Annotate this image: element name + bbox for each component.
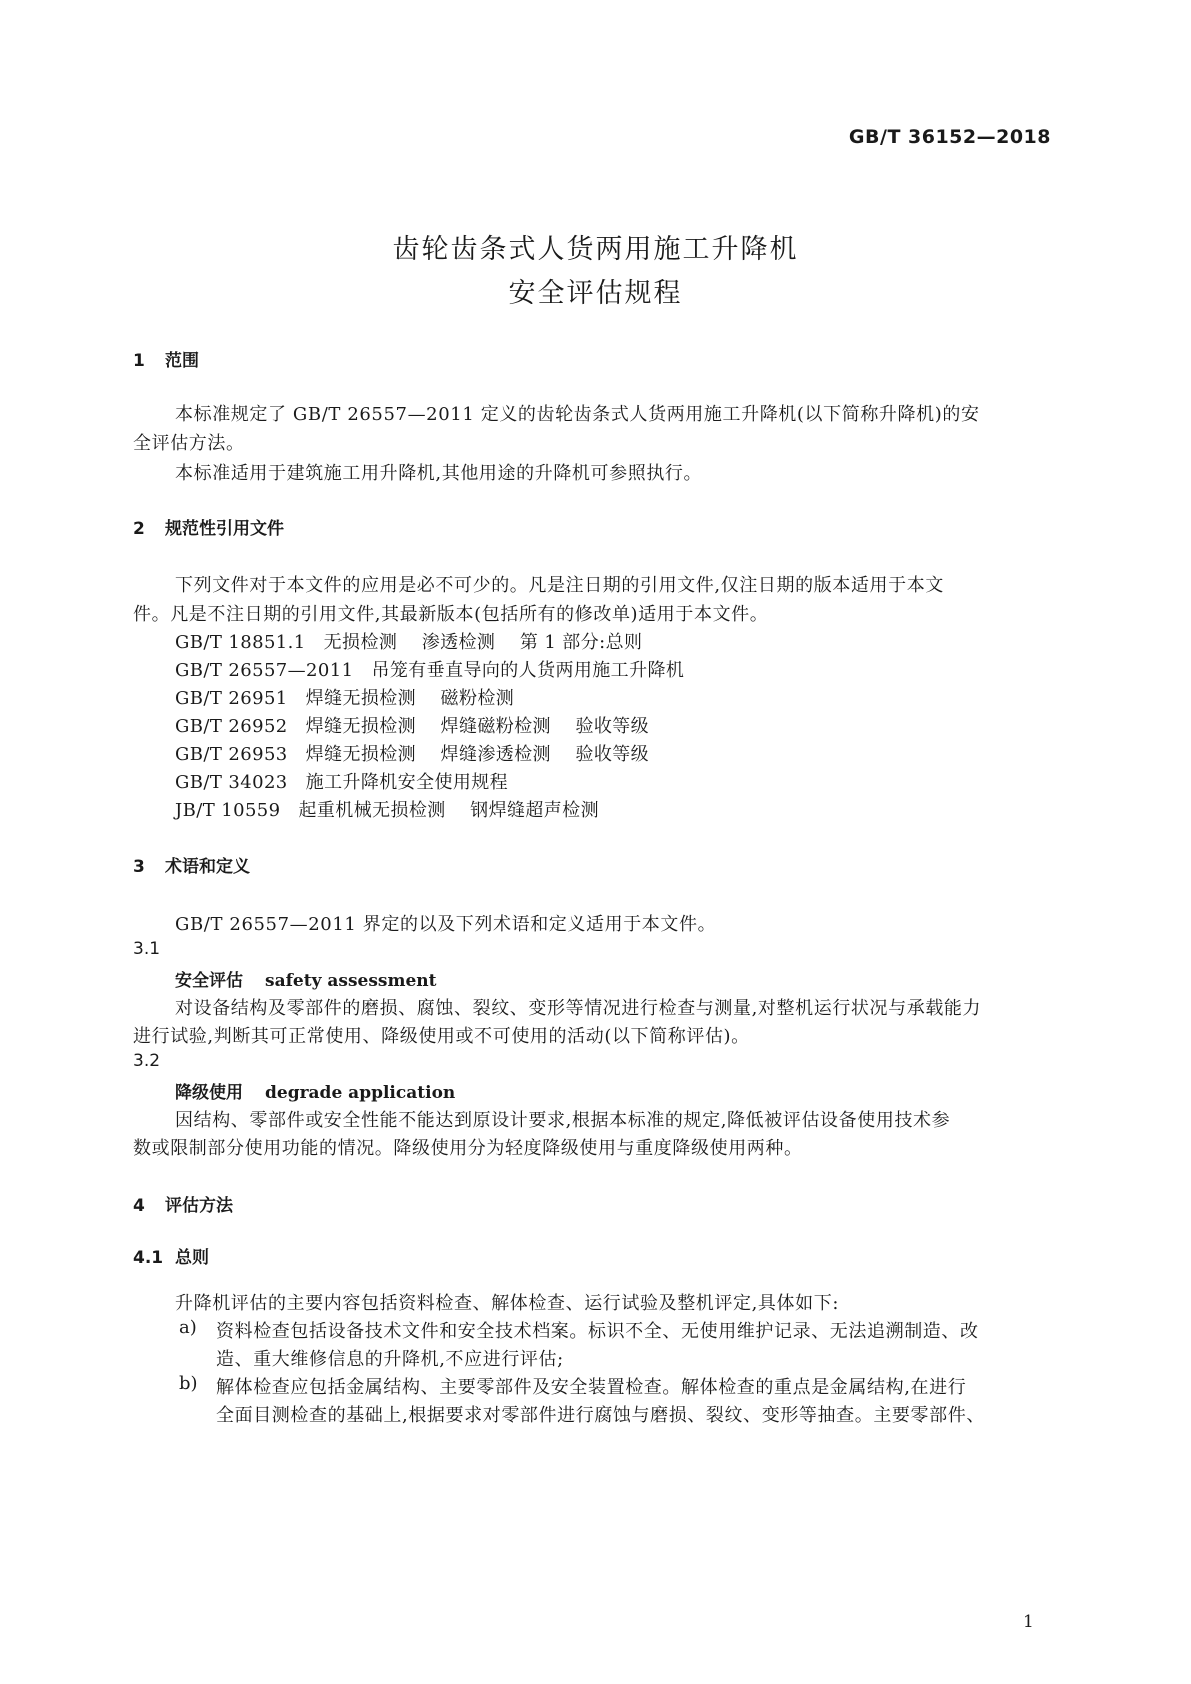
reference-item <box>175 656 684 682</box>
subsection-title: 总则 <box>175 1248 209 1268</box>
page-number: 1 <box>1023 1612 1034 1632</box>
section-number: 3 <box>133 857 145 877</box>
reference-item <box>175 684 514 710</box>
list-item-line-2: 造、重大维修信息的升降机,不应进行评估; <box>216 1349 564 1370</box>
term-number: 3.1 <box>133 939 161 959</box>
reference-code: GB/T 18851.1 <box>175 632 306 653</box>
reference-code: GB/T 34023 <box>175 772 288 793</box>
section-2-paragraph-line-2: 件。凡是不注日期的引用文件,其最新版本(包括所有的修改单)适用于本文件。 <box>133 604 769 625</box>
section-1-paragraph-1-line-1: 本标准规定了 GB/T 26557—2011 定义的齿轮齿条式人货两用施工升降机(以下简称升降机)的安 <box>175 404 980 425</box>
section-title: 评估方法 <box>165 1196 233 1216</box>
list-item-line-1: 解体检查应包括金属结构、主要零部件及安全装置检查。解体检查的重点是金属结构,在进行 <box>216 1377 967 1398</box>
section-title: 术语和定义 <box>165 857 250 877</box>
standard-code: GB/T 36152—2018 <box>848 126 1051 148</box>
reference-title: 吊笼有垂直导向的人货两用施工升降机 <box>371 660 685 681</box>
title-line-1: 齿轮齿条式人货两用施工升降机 <box>392 234 799 265</box>
subsection-4-1-heading <box>133 1243 209 1268</box>
term-name-en: degrade application <box>265 1083 456 1103</box>
term-name-en: safety assessment <box>265 971 437 991</box>
term-definition-line-2: 进行试验,判断其可正常使用、降级使用或不可使用的活动(以下简称评估)。 <box>133 1026 750 1047</box>
list-item-label: a) <box>179 1317 197 1338</box>
reference-title: 施工升降机安全使用规程 <box>305 772 509 793</box>
reference-item <box>175 712 649 738</box>
term-number: 3.2 <box>133 1051 161 1071</box>
reference-title: 焊缝无损检测 焊缝渗透检测 验收等级 <box>305 744 650 765</box>
section-2-paragraph-line-1: 下列文件对于本文件的应用是必不可少的。凡是注日期的引用文件,仅注日期的版本适用于本文 <box>175 575 944 596</box>
reference-code: GB/T 26952 <box>175 716 288 737</box>
reference-code: GB/T 26951 <box>175 688 288 709</box>
term-definition-line-2: 数或限制部分使用功能的情况。降级使用分为轻度降级使用与重度降级使用两种。 <box>133 1138 803 1159</box>
document-title <box>0 228 1191 316</box>
list-item-line-2: 全面目测检查的基础上,根据要求对零部件进行腐蚀与磨损、裂纹、变形等抽查。主要零部件、 <box>216 1405 985 1426</box>
reference-title: 起重机械无损检测 钢焊缝超声检测 <box>298 800 599 821</box>
section-1-paragraph-2: 本标准适用于建筑施工用升降机,其他用途的升降机可参照执行。 <box>175 463 703 484</box>
term-name-zh: 安全评估 <box>175 971 243 991</box>
term-definition-line-1: 对设备结构及零部件的磨损、腐蚀、裂纹、变形等情况进行检查与测量,对整机运行状况与承载能力 <box>175 998 982 1019</box>
term-definition-line-1: 因结构、零部件或安全性能不能达到原设计要求,根据本标准的规定,降低被评估设备使用技术参 <box>175 1110 951 1131</box>
reference-title: 焊缝无损检测 磁粉检测 <box>305 688 515 709</box>
list-item-line-1: 资料检查包括设备技术文件和安全技术档案。标识不全、无使用维护记录、无法追溯制造、改 <box>216 1321 979 1342</box>
section-3-intro: GB/T 26557—2011 界定的以及下列术语和定义适用于本文件。 <box>175 914 717 935</box>
reference-item <box>175 628 642 654</box>
title-line-2: 安全评估规程 <box>508 278 683 309</box>
section-number: 2 <box>133 519 145 539</box>
section-4-intro: 升降机评估的主要内容包括资料检查、解体检查、运行试验及整机评定,具体如下: <box>175 1293 839 1314</box>
reference-item <box>175 740 649 766</box>
term-name <box>175 966 437 991</box>
section-3-heading <box>133 852 250 877</box>
reference-item <box>175 768 508 794</box>
term-name-zh: 降级使用 <box>175 1083 243 1103</box>
term-name <box>175 1078 455 1103</box>
reference-code: JB/T 10559 <box>175 800 281 821</box>
subsection-number: 4.1 <box>133 1248 164 1268</box>
section-2-heading <box>133 514 284 539</box>
reference-title: 焊缝无损检测 焊缝磁粉检测 验收等级 <box>305 716 650 737</box>
section-4-heading <box>133 1191 233 1216</box>
reference-item <box>175 796 599 822</box>
section-number: 1 <box>133 351 145 371</box>
reference-title: 无损检测 渗透检测 第 1 部分:总则 <box>323 632 643 653</box>
section-1-heading <box>133 346 199 371</box>
section-title: 规范性引用文件 <box>165 519 284 539</box>
list-item-label: b) <box>179 1373 198 1394</box>
section-title: 范围 <box>165 351 199 371</box>
section-1-paragraph-1-line-2: 全评估方法。 <box>133 433 245 454</box>
reference-code: GB/T 26557—2011 <box>175 660 354 681</box>
section-number: 4 <box>133 1196 145 1216</box>
reference-code: GB/T 26953 <box>175 744 288 765</box>
